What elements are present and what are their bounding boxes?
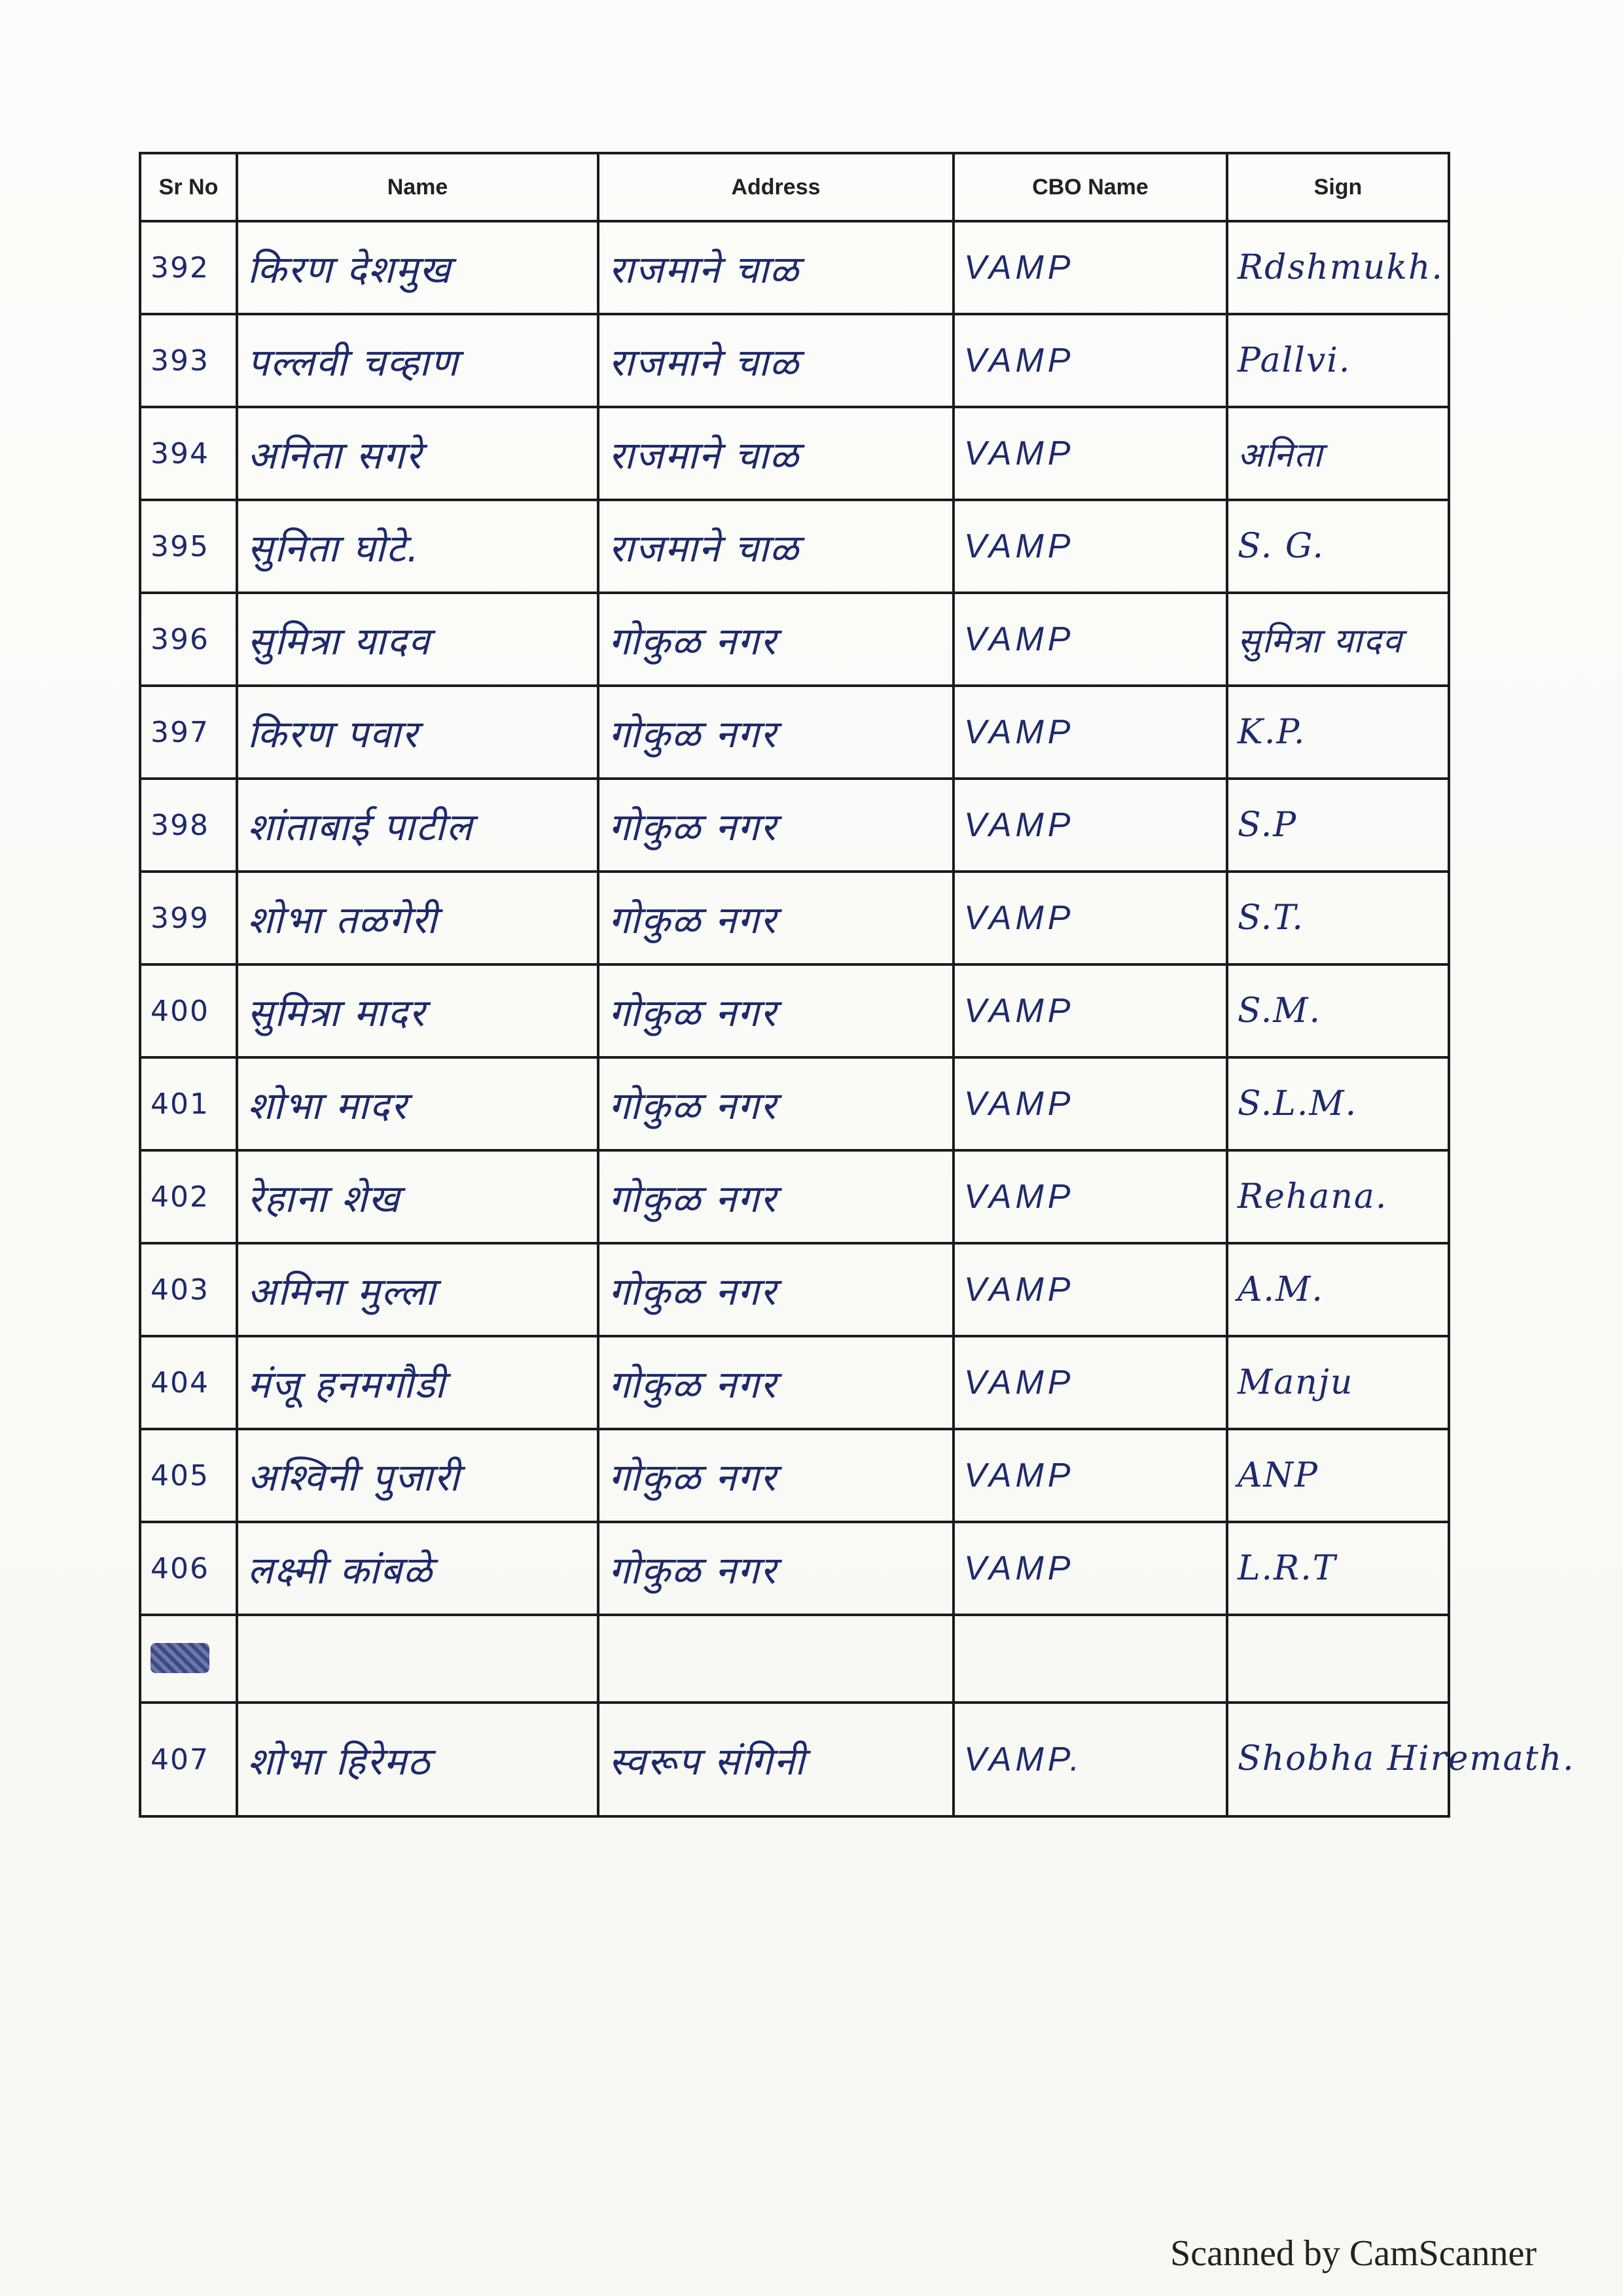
cell-name: शोभा मादर: [237, 1057, 598, 1150]
table-row: [140, 221, 1449, 314]
cell-name: अनिता सगरे: [237, 407, 598, 500]
cell-sr: 395: [140, 500, 237, 593]
table-row: [140, 314, 1449, 407]
header-sign: Sign: [1227, 153, 1449, 221]
cell-address: गोकुळ नगर: [598, 686, 954, 779]
header-row: [140, 153, 1449, 221]
cell-sign: सुमित्रा यादव: [1227, 593, 1449, 686]
table-row: [140, 1243, 1449, 1336]
cell-address: राजमाने चाळ: [598, 500, 954, 593]
cell-sr: 398: [140, 779, 237, 872]
cell-cbo-name: VAMP: [954, 221, 1227, 314]
cell-name: सुमित्रा मादर: [237, 964, 598, 1057]
header-name: Name: [237, 153, 598, 221]
cell-cbo-name: VAMP: [954, 1243, 1227, 1336]
cell-name: शोभा तळगेरी: [237, 872, 598, 964]
cell-name-blank: [237, 1615, 598, 1703]
cell-sign: A.M.: [1227, 1243, 1449, 1336]
cell-sr: 393: [140, 314, 237, 407]
cell-address: गोकुळ नगर: [598, 593, 954, 686]
table-row: [140, 686, 1449, 779]
cell-sign: अनिता: [1227, 407, 1449, 500]
ink-blot-mark: [151, 1643, 209, 1673]
cell-sr: 404: [140, 1336, 237, 1429]
cell-cbo-name: VAMP: [954, 500, 1227, 593]
cell-name: सुनिता घोटे.: [237, 500, 598, 593]
cell-cbo-name: VAMP: [954, 686, 1227, 779]
table-row: [140, 593, 1449, 686]
cell-cbo-name: VAMP: [954, 964, 1227, 1057]
table-row: [140, 779, 1449, 872]
scanner-watermark: Scanned by CamScanner: [1170, 2233, 1537, 2274]
table-body: [140, 221, 1449, 1615]
cell-sr: 402: [140, 1150, 237, 1243]
table-row: [140, 1057, 1449, 1150]
cell-address: राजमाने चाळ: [598, 407, 954, 500]
cell-address-blank: [598, 1615, 954, 1703]
cell-cbo-name: VAMP: [954, 1522, 1227, 1615]
cell-cbo-name: VAMP.: [954, 1703, 1227, 1816]
cell-address: गोकुळ नगर: [598, 964, 954, 1057]
table-row: [140, 1429, 1449, 1522]
table-row: [140, 1522, 1449, 1615]
table-row: [140, 1703, 1449, 1816]
cell-sr: 405: [140, 1429, 237, 1522]
cell-sr: 399: [140, 872, 237, 964]
cell-cbo-name: VAMP: [954, 314, 1227, 407]
cell-sr: 401: [140, 1057, 237, 1150]
cell-sign: Rdshmukh.: [1227, 221, 1449, 314]
cell-address: गोकुळ नगर: [598, 779, 954, 872]
cell-name: मंजू हनमगौडी: [237, 1336, 598, 1429]
cell-sign-blank: [1227, 1615, 1449, 1703]
cell-sr: 406: [140, 1522, 237, 1615]
cell-sign: Shobha Hiremath.: [1227, 1703, 1449, 1816]
cell-name: शोभा हिरेमठ: [237, 1703, 598, 1816]
cell-sr: 392: [140, 221, 237, 314]
cell-sign: S. G.: [1227, 500, 1449, 593]
attendance-register-table: [139, 152, 1575, 1818]
cell-address: गोकुळ नगर: [598, 1150, 954, 1243]
cell-sign: S.T.: [1227, 872, 1449, 964]
cell-cbo-name: VAMP: [954, 1057, 1227, 1150]
cell-address: राजमाने चाळ: [598, 314, 954, 407]
cell-cbo-name: VAMP: [954, 1429, 1227, 1522]
cell-sr: 407: [140, 1703, 237, 1816]
table-row: [140, 1150, 1449, 1243]
header-sr-no: Sr No: [140, 153, 237, 221]
cell-name: रेहाना शेख: [237, 1150, 598, 1243]
cell-name: सुमित्रा यादव: [237, 593, 598, 686]
cell-sr: 403: [140, 1243, 237, 1336]
cell-name: शांताबाई पाटील: [237, 779, 598, 872]
cell-address: स्वरूप संगिनी: [598, 1703, 954, 1816]
cell-cbo-name: VAMP: [954, 407, 1227, 500]
table-row: [140, 1336, 1449, 1429]
cell-name: किरण देशमुख: [237, 221, 598, 314]
cell-address: राजमाने चाळ: [598, 221, 954, 314]
table-row: [140, 407, 1449, 500]
cell-sign: Manju: [1227, 1336, 1449, 1429]
cell-cbo-name: VAMP: [954, 872, 1227, 964]
cell-name: किरण पवार: [237, 686, 598, 779]
table-row: [140, 872, 1449, 964]
cell-sr-blank: [140, 1615, 237, 1703]
cell-sr: 397: [140, 686, 237, 779]
cell-address: गोकुळ नगर: [598, 1336, 954, 1429]
cell-sign: L.R.T: [1227, 1522, 1449, 1615]
cell-sr: 400: [140, 964, 237, 1057]
cell-cbo-name: VAMP: [954, 779, 1227, 872]
cell-name: पल्लवी चव्हाण: [237, 314, 598, 407]
cell-cbo-blank: [954, 1615, 1227, 1703]
cell-address: गोकुळ नगर: [598, 1243, 954, 1336]
cell-name: लक्ष्मी कांबळे: [237, 1522, 598, 1615]
cell-sign: Rehana.: [1227, 1150, 1449, 1243]
cell-cbo-name: VAMP: [954, 1336, 1227, 1429]
cell-sign: Pallvi.: [1227, 314, 1449, 407]
table-row-blank: [140, 1615, 1449, 1703]
table-row: [140, 964, 1449, 1057]
cell-name: अमिना मुल्ला: [237, 1243, 598, 1336]
cell-sr: 394: [140, 407, 237, 500]
cell-address: गोकुळ नगर: [598, 1057, 954, 1150]
header-cbo-name: CBO Name: [954, 153, 1227, 221]
cell-address: गोकुळ नगर: [598, 1522, 954, 1615]
cell-cbo-name: VAMP: [954, 1150, 1227, 1243]
header-address: Address: [598, 153, 954, 221]
cell-sign: S.P: [1227, 779, 1449, 872]
cell-sign: S.M.: [1227, 964, 1449, 1057]
cell-address: गोकुळ नगर: [598, 872, 954, 964]
cell-address: गोकुळ नगर: [598, 1429, 954, 1522]
table-row: [140, 500, 1449, 593]
cell-sign: K.P.: [1227, 686, 1449, 779]
cell-sr: 396: [140, 593, 237, 686]
cell-sign: ANP: [1227, 1429, 1449, 1522]
cell-sign: S.L.M.: [1227, 1057, 1449, 1150]
cell-cbo-name: VAMP: [954, 593, 1227, 686]
cell-name: अश्विनी पुजारी: [237, 1429, 598, 1522]
